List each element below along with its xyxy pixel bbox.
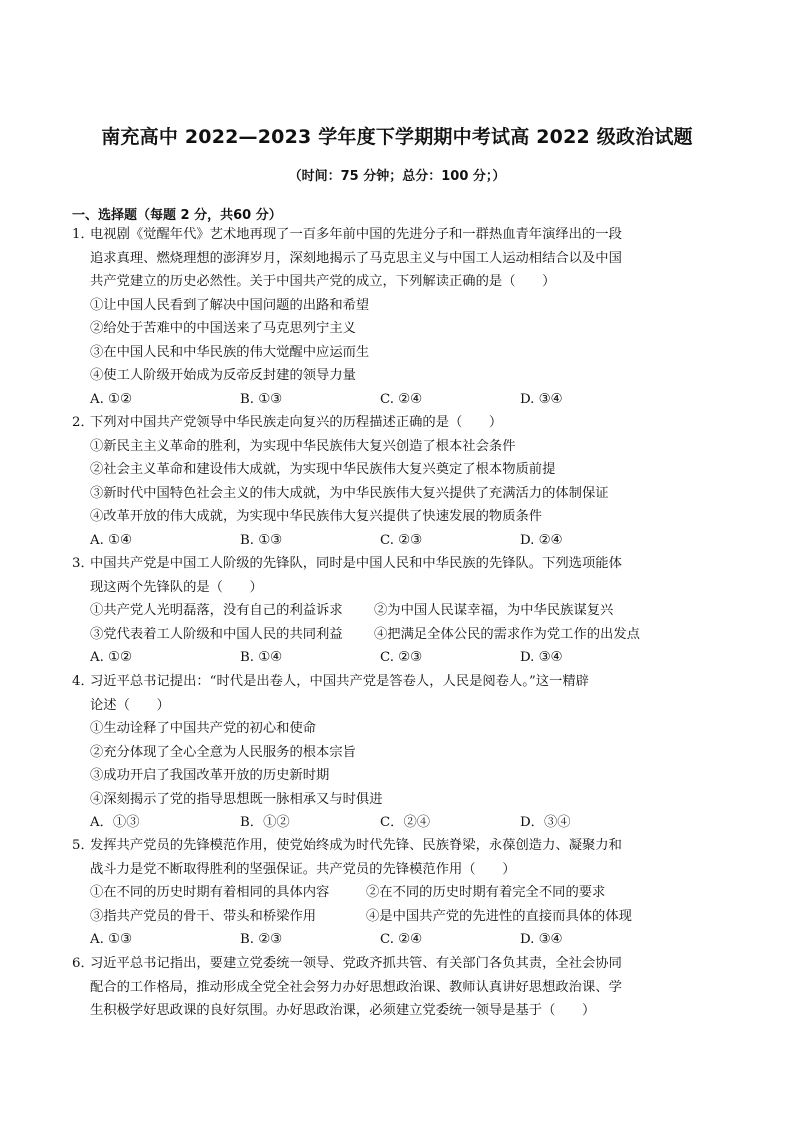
statement-item: ④是中国共产党的先进性的直接而具体的体现 (366, 908, 632, 924)
question-6 (72, 952, 672, 1023)
question-number: 1． (72, 227, 94, 242)
question-stem-line: 共产党建立的历史必然性。关于中国共产党的成立，下列解读正确的是（ ） (90, 274, 556, 289)
statement-item: ④深刻揭示了党的指导思想既一脉相承又与时俱进 (90, 791, 383, 807)
option-b: B. ①④ (240, 650, 283, 665)
question-5 (72, 834, 672, 952)
statement-item: ④改革开放的伟大成就，为实现中华民族伟大复兴提供了快速发展的物质条件 (90, 509, 543, 524)
option-c: C. ②④ (380, 932, 422, 947)
question-1 (72, 223, 672, 411)
question-stem-line: 配合的工作格局，推动形成全党全社会努力办好思想政治课、教师认真讲好思想政治课、学 (90, 979, 622, 995)
statement-item: ②充分体现了全心全意为人民服务的根本宗旨 (90, 744, 356, 760)
option-a: A．①③ (90, 815, 140, 830)
option-b: B. ②③ (240, 932, 283, 947)
statement-item: ②在不同的历史时期有着完全不同的要求 (366, 885, 606, 900)
question-stem-line: 5．发挥共产党员的先锋模范作用，使党始终成为时代先锋、民族脊梁，永葆创造力、凝聚力和 (72, 834, 672, 858)
statement-item: ④把满足全体公民的需求作为党工作的出发点 (374, 626, 640, 642)
statement-item: ①让中国人民看到了解决中国问题的出路和希望 (90, 297, 370, 313)
page-title: 南充高中 2022—2023 学年度下学期期中考试高 2022 级政治试题 (101, 126, 693, 148)
question-stem-line: 战斗力是党不断取得胜利的坚强保证。共产党员的先锋模范作用（ ） (90, 861, 516, 877)
option-c: C. ②④ (380, 391, 422, 407)
question-stem-line: 4．习近平总书记提出：“时代是出卷人，中国共产党是答卷人，人民是阅卷人。”这一精辟 (72, 670, 672, 694)
option-d: D. ③④ (520, 650, 563, 665)
question-stem-line: 论述（ ） (90, 697, 170, 713)
option-b: B. ①③ (240, 532, 283, 548)
statement-row (72, 599, 672, 623)
statement-item: ④使工人阶级开始成为反帝反封建的领导力量 (90, 368, 356, 383)
question-stem-line: 追求真理、燃烧理想的澎湃岁月，深刻地揭示了马克思主义与中国工人运动相结合以及中国 (90, 250, 622, 266)
option-d: D. ②④ (520, 532, 563, 548)
option-b: B．①② (240, 815, 290, 830)
statement-item: ①在不同的历史时期有着相同的具体内容 (90, 885, 330, 900)
statement-item: ②社会主义革命和建设伟大成就，为实现中华民族伟大复兴奠定了根本物质前提 (90, 462, 556, 477)
statement-row (72, 905, 672, 929)
statement-item: ③成功开启了我国改革开放的历史新时期 (90, 768, 330, 783)
statement-item: ③在中国人民和中华民族的伟大觉醒中应运而生 (90, 344, 370, 360)
option-d: D. ③④ (520, 391, 563, 407)
question-number: 2． (72, 415, 94, 430)
question-stem-line: 3．中国共产党是中国工人阶级的先锋队，同时是中国人民和中华民族的先锋队。下列选项能体 (72, 552, 672, 576)
question-4 (72, 670, 672, 835)
option-a: A. ①② (90, 391, 132, 407)
question-number: 5． (72, 838, 94, 853)
question-stem-line: 6．习近平总书记指出，要建立党委统一领导、党政齐抓共管、有关部门各负其责，全社会协同 (72, 952, 672, 976)
question-number: 4． (72, 674, 94, 689)
statement-item: ①生动诠释了中国共产党的初心和使命 (90, 721, 317, 736)
option-a: A. ①④ (90, 532, 132, 548)
option-c: C. ②③ (380, 650, 422, 665)
option-d: D. ③④ (520, 932, 563, 947)
option-a: A. ①② (90, 650, 132, 665)
answer-options (72, 529, 672, 553)
answer-options (72, 928, 672, 952)
option-c: C．②④ (380, 815, 431, 830)
option-d: D．③④ (520, 815, 571, 830)
option-c: C. ②③ (380, 532, 422, 548)
answer-options (72, 646, 672, 670)
answer-options (72, 811, 672, 835)
statement-item: ③党代表着工人阶级和中国人民的共同利益 (90, 626, 343, 642)
question-3 (72, 552, 672, 670)
option-b: B. ①③ (240, 391, 283, 407)
statement-item: ①新民主主义革命的胜利，为实现中华民族伟大复兴创造了根本社会条件 (90, 438, 516, 454)
statement-item: ①共产党人光明磊落，没有自己的利益诉求 (90, 603, 343, 618)
statement-item: ②为中国人民谋幸福，为中华民族谋复兴 (374, 603, 614, 618)
question-2 (72, 411, 672, 552)
question-stem-line: 生积极学好思政课的良好氛围。办好思政治课，必须建立党委统一领导是基于（ ） (90, 1003, 596, 1018)
section-heading: 一、选择题（每题 2 分，共60 分） (72, 208, 282, 223)
question-stem-line: 现这两个先锋队的是（ ） (90, 579, 263, 595)
question-number: 3． (72, 556, 94, 571)
answer-options (72, 388, 672, 412)
statement-item: ③指共产党员的骨干、带头和桥梁作用 (90, 908, 317, 924)
statement-item: ③新时代中国特色社会主义的伟大成就，为中华民族伟大复兴提供了充满活力的体制保证 (90, 485, 609, 501)
question-stem-line: 2．下列对中国共产党领导中华民族走向复兴的历程描述正确的是（ ） (72, 411, 672, 435)
statement-row (72, 623, 672, 647)
question-number: 6． (72, 956, 94, 971)
question-stem-line: 1．电视剧《觉醒年代》艺术地再现了一百多年前中国的先进分子和一群热血青年演绎出的一段 (72, 223, 672, 247)
option-a: A. ①③ (90, 932, 132, 947)
statement-row (72, 881, 672, 905)
statement-item: ②给处于苦难中的中国送来了马克思列宁主义 (90, 321, 356, 336)
exam-time-score: （时间：75 分钟；总分：100 分；） (288, 169, 506, 184)
